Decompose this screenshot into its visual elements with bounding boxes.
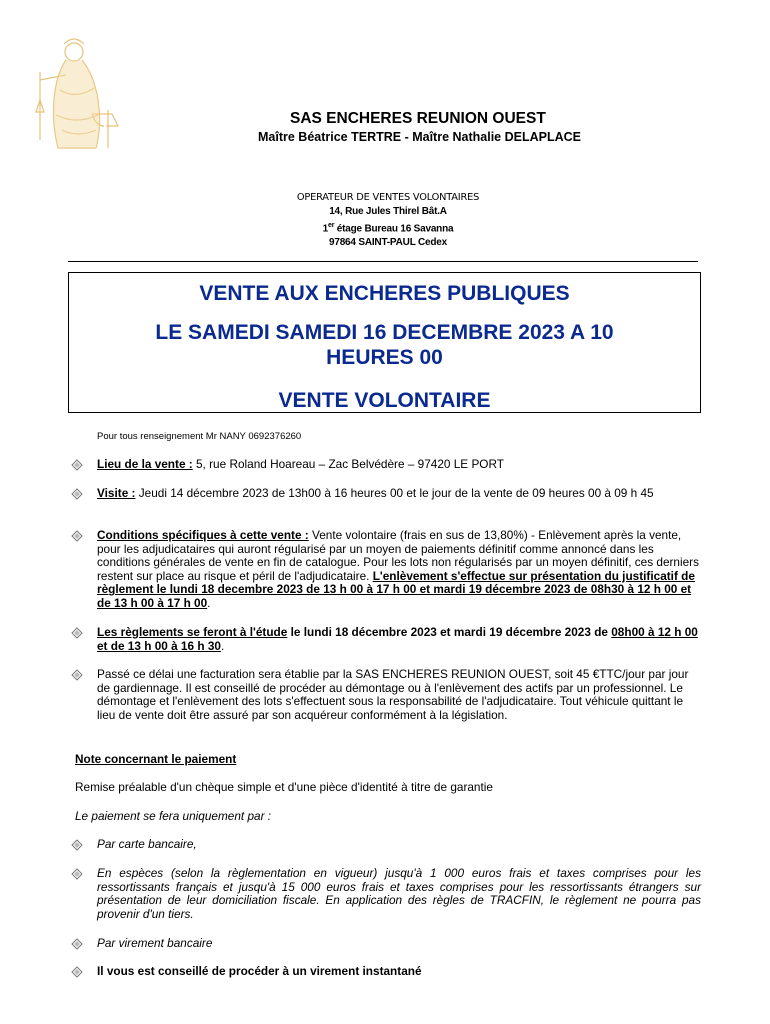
diamond-bullet-icon xyxy=(70,937,84,951)
operator-address xyxy=(285,191,491,250)
address-floor-num: 1 xyxy=(322,223,328,235)
sale-title-line3: HEURES 00 xyxy=(326,346,443,369)
item-passe-delai: Passé ce délai une facturation sera établie par la SAS ENCHERES REUNION OUEST, soit 45 €TTC/jour par jour de gardiennage. Il est conseillé de procéder au démontage ou à l'enlèvement des actifs par un professionnel. Le démontage et l'enlèvement des lots s'effectuent sous la responsabilité de l'adjudicataire. Tout véhicule quittant le lieu de vente doit être assuré par son acquéreur conformément à la législation. xyxy=(97,667,689,722)
justice-logo xyxy=(26,30,126,152)
company-name: SAS ENCHERES REUNION OUEST xyxy=(290,110,546,127)
payment-intro: Le paiement se fera uniquement par : xyxy=(75,809,272,823)
address-line-1: 14, Rue Jules Thirel Bât.A xyxy=(329,206,447,217)
visite-label: Visite : xyxy=(97,486,136,500)
conditions-bold: L'enlèvement s'effectue sur présentation du justificatif de règlement le lundi 18 decembre 2023 de 13 h 00 à 17 h 00 et mardi 19 décembre 2023 de 08h30 à 12 h 00 et de 13 h 00 à 17 h 00 xyxy=(97,568,695,610)
address-floor-sup: er xyxy=(328,222,335,229)
item-conditions xyxy=(97,529,701,611)
sale-title-line4: VENTE VOLONTAIRE xyxy=(278,389,491,412)
sale-title-box xyxy=(68,272,701,413)
auctioneer-names: Maître Béatrice TERTRE - Maître Nathalie DELAPLACE xyxy=(258,130,581,144)
reglements-end: . xyxy=(220,638,225,653)
reglements-label: Les règlements se feront à l'étude xyxy=(97,625,288,639)
contact-info: Pour tous renseignement Mr NANY 0692376260 xyxy=(97,431,302,442)
lieu-label: Lieu de la vente : xyxy=(97,457,193,471)
diamond-bullet-icon xyxy=(70,529,84,543)
header-divider xyxy=(68,261,698,262)
payment-carte: Par carte bancaire, xyxy=(97,837,197,851)
payment-remise: Remise préalable d'un chèque simple et d'une pièce d'identité à titre de garantie xyxy=(75,780,493,794)
diamond-bullet-icon xyxy=(70,668,84,682)
conditions-text: Vente volontaire (frais en sus de 13,80%) - Enlèvement après la vente, pour les adjudicataires qui auront régularisé par un moyen de paiements définitif comme annoncé dans les conditions générales de vente en fin de catalogue. Pour les lots non régularisés par un moyen définitif, ces derniers restent sur place au risque et péril de l'adjudicataire. xyxy=(97,528,700,583)
item-reglements xyxy=(97,626,701,653)
diamond-bullet-icon xyxy=(70,838,84,852)
sale-title-date xyxy=(69,320,700,370)
reglements-bold: le lundi 18 décembre 2023 et mardi 19 décembre 2023 de xyxy=(287,625,612,639)
diamond-bullet-icon xyxy=(70,965,84,979)
payment-virement: Par virement bancaire xyxy=(97,936,213,950)
item-lieu xyxy=(97,458,701,472)
payment-heading: Note concernant le paiement xyxy=(75,752,237,766)
lieu-text: 5, rue Roland Hoareau – Zac Belvédère – 97420 LE PORT xyxy=(192,457,504,471)
reglements-hours: 08h00 à 12 h 00 et de 13 h 00 à 16 h 30 xyxy=(97,625,698,653)
payment-especes: En espèces (selon la règlementation en vigueur) jusqu'à 1 000 euros frais et taxes comprises pour les ressortissants français et jusqu'à 15 000 euros frais et taxes comprises pour les ressortissants étrangers sur présentation de leur domiciliation fiscale. En application des règles de TRACFIN, le règlement ne pourra pas provenir d'un tiers. xyxy=(97,866,701,921)
sale-title-line2: LE SAMEDI SAMEDI 16 DECEMBRE 2023 A 10 xyxy=(155,321,614,344)
diamond-bullet-icon xyxy=(70,867,84,881)
diamond-bullet-icon xyxy=(70,626,84,640)
conditions-end: . xyxy=(207,595,211,610)
item-visite xyxy=(97,487,701,501)
address-line-3: 97864 SAINT-PAUL Cedex xyxy=(328,237,448,249)
conditions-label: Conditions spécifiques à cette vente : xyxy=(97,528,309,542)
visite-text: Jeudi 14 décembre 2023 de 13h00 à 16 heures 00 et le jour de la vente de 09 heures 00 à 09 h 45 xyxy=(135,486,654,500)
diamond-bullet-icon xyxy=(70,487,84,501)
diamond-bullet-icon xyxy=(70,458,84,472)
payment-instantane: Il vous est conseillé de procéder à un virement instantané xyxy=(97,964,422,978)
operator-title: OPERATEUR DE VENTES VOLONTAIRES xyxy=(296,192,480,203)
address-floor-rest: étage Bureau 16 Savanna xyxy=(334,223,454,235)
address-line-2 xyxy=(285,219,491,236)
sale-title-line1: VENTE AUX ENCHERES PUBLIQUES xyxy=(199,282,570,305)
